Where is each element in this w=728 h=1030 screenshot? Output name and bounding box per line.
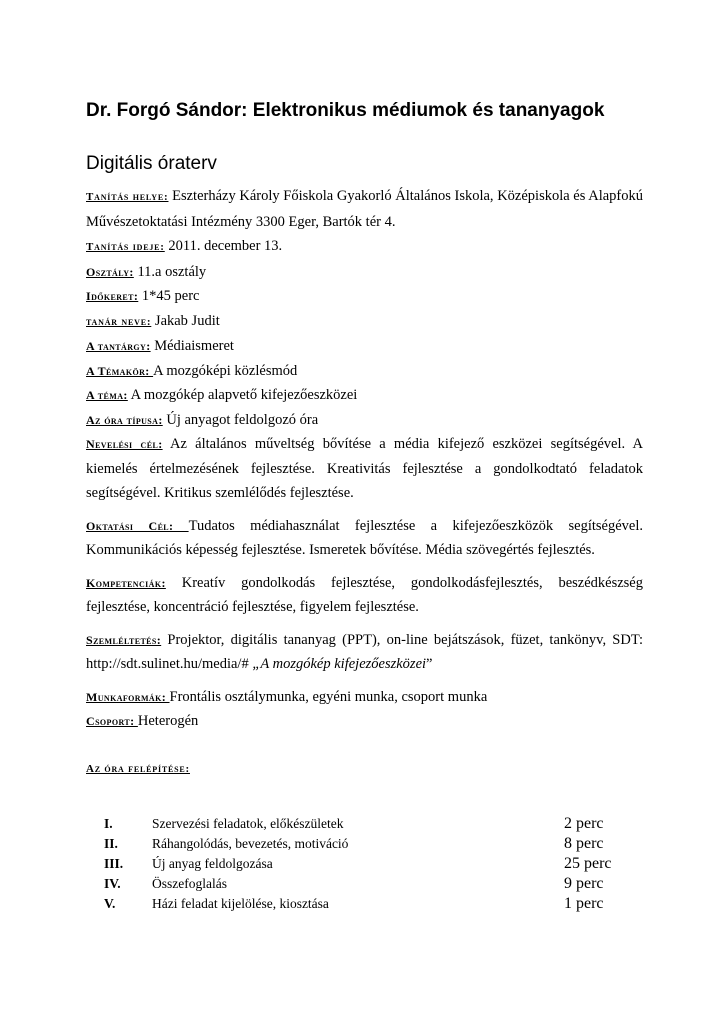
phase-time: 2 perc (564, 815, 604, 832)
field-label: A tantárgy: (86, 339, 151, 353)
phase-name: Házi feladat kijelölése, kiosztása (152, 896, 329, 911)
field-topic (86, 383, 643, 408)
phase-name: Szervezési feladatok, előkészületek (152, 816, 344, 831)
structure-heading: Az óra felépítése: (86, 763, 190, 775)
field-label: Osztály: (86, 264, 134, 279)
field-label: Oktatási Cél: (86, 518, 189, 533)
table-row (104, 815, 664, 835)
field-class (86, 260, 643, 285)
field-label: Szemléltetés: (86, 632, 162, 647)
field-value: A mozgóképi közlésmód (153, 362, 298, 379)
field-date (86, 234, 643, 260)
field-value: Projektor, digitális tananyag (PPT), on-line bejátszások, füzet, tankönyv, SDT: http://sdt.sulinet.hu/media/# (86, 631, 643, 672)
field-label: Tanítás helye: (86, 191, 169, 203)
table-row (104, 875, 664, 895)
lesson-details (86, 184, 643, 734)
field-label: Munkaformák: (86, 689, 170, 704)
field-theme-group (86, 359, 643, 384)
field-label: Nevelési cél: (86, 437, 163, 451)
lesson-structure-table (104, 815, 664, 915)
field-label: A téma: (86, 388, 128, 402)
table-row (104, 835, 664, 855)
field-value: A mozgókép alapvető kifejezőeszközei (127, 387, 358, 403)
phase-name: Ráhangolódás, bevezetés, motiváció (152, 836, 349, 851)
field-value: Eszterházy Károly Főiskola Gyakorló Általános Iskola, Középiskola és Alapfokú Művészetoktatási Intézmény 3300 Eger, Bartók tér 4. (86, 188, 643, 230)
field-competencies (86, 571, 643, 620)
field-tools (86, 628, 643, 677)
table-row (104, 855, 664, 875)
field-value: Jakab Judit (151, 312, 220, 329)
phase-number: III. (104, 856, 124, 871)
field-value: 11.a osztály (133, 263, 207, 280)
field-timeframe (86, 284, 643, 309)
field-value: Az általános műveltség bővítése a média kifejező eszközei segítségével. A kiemelés értelmezésének fejlesztése. Kreativitás fejlesztése a gondolkodtató feladatok segítségével. Kritikus szemlélődés fejlesztése. (86, 436, 643, 501)
field-value: 1*45 perc (138, 288, 200, 304)
field-education-goal (86, 432, 643, 506)
field-value: Frontális osztálymunka, egyéni munka, csoport munka (169, 688, 488, 705)
field-label: Az óra típusa: (86, 412, 163, 427)
field-value-end: ” (426, 656, 433, 672)
table-row (104, 895, 664, 915)
field-value: Új anyagot feldolgozó óra (162, 411, 319, 428)
field-value: Heterogén (137, 713, 199, 729)
field-value: Tudatos médiahasználat fejlesztése a kifejezőeszközök segítségével. Kommunikációs képesség fejlesztése. Ismeretek bővítése. Média szövegértés fejlesztés. (86, 517, 643, 558)
phase-time: 25 perc (564, 855, 612, 872)
field-teaching-goal (86, 514, 643, 563)
field-label: Csoport: (86, 714, 138, 728)
phase-time: 1 perc (564, 895, 604, 912)
field-label: Tanítás ideje: (86, 241, 165, 253)
field-location (86, 184, 643, 234)
phase-time: 9 perc (564, 875, 604, 892)
phase-number: IV. (104, 876, 121, 891)
field-label: tanár neve: (86, 315, 152, 328)
field-lesson-type (86, 408, 643, 433)
field-value: 2011. december 13. (164, 238, 283, 254)
field-label: Időkeret: (86, 289, 139, 303)
document-subtitle: Digitális óraterv (86, 153, 217, 174)
phase-number: II. (104, 836, 118, 851)
field-work-forms (86, 685, 643, 710)
field-group (86, 709, 643, 734)
field-subject (86, 334, 643, 359)
field-value-italic: „A mozgókép kifejezőeszközei (252, 656, 427, 672)
phase-time: 8 perc (564, 835, 604, 852)
field-teacher (86, 309, 643, 335)
field-value: Kreatív gondolkodás fejlesztése, gondolkodásfejlesztés, beszédkészség fejlesztése, koncentráció fejlesztése, figyelem fejlesztése. (86, 574, 643, 615)
field-label: Kompetenciák: (86, 575, 166, 590)
phase-name: Összefoglalás (152, 876, 227, 891)
phase-number: I. (104, 816, 113, 831)
document-title: Dr. Forgó Sándor: Elektronikus médiumok és tananyagok (86, 100, 605, 121)
phase-name: Új anyag feldolgozása (152, 856, 273, 871)
phase-number: V. (104, 896, 116, 911)
field-value: Médiaismeret (150, 338, 234, 354)
field-label: A Témakör: (86, 363, 154, 378)
